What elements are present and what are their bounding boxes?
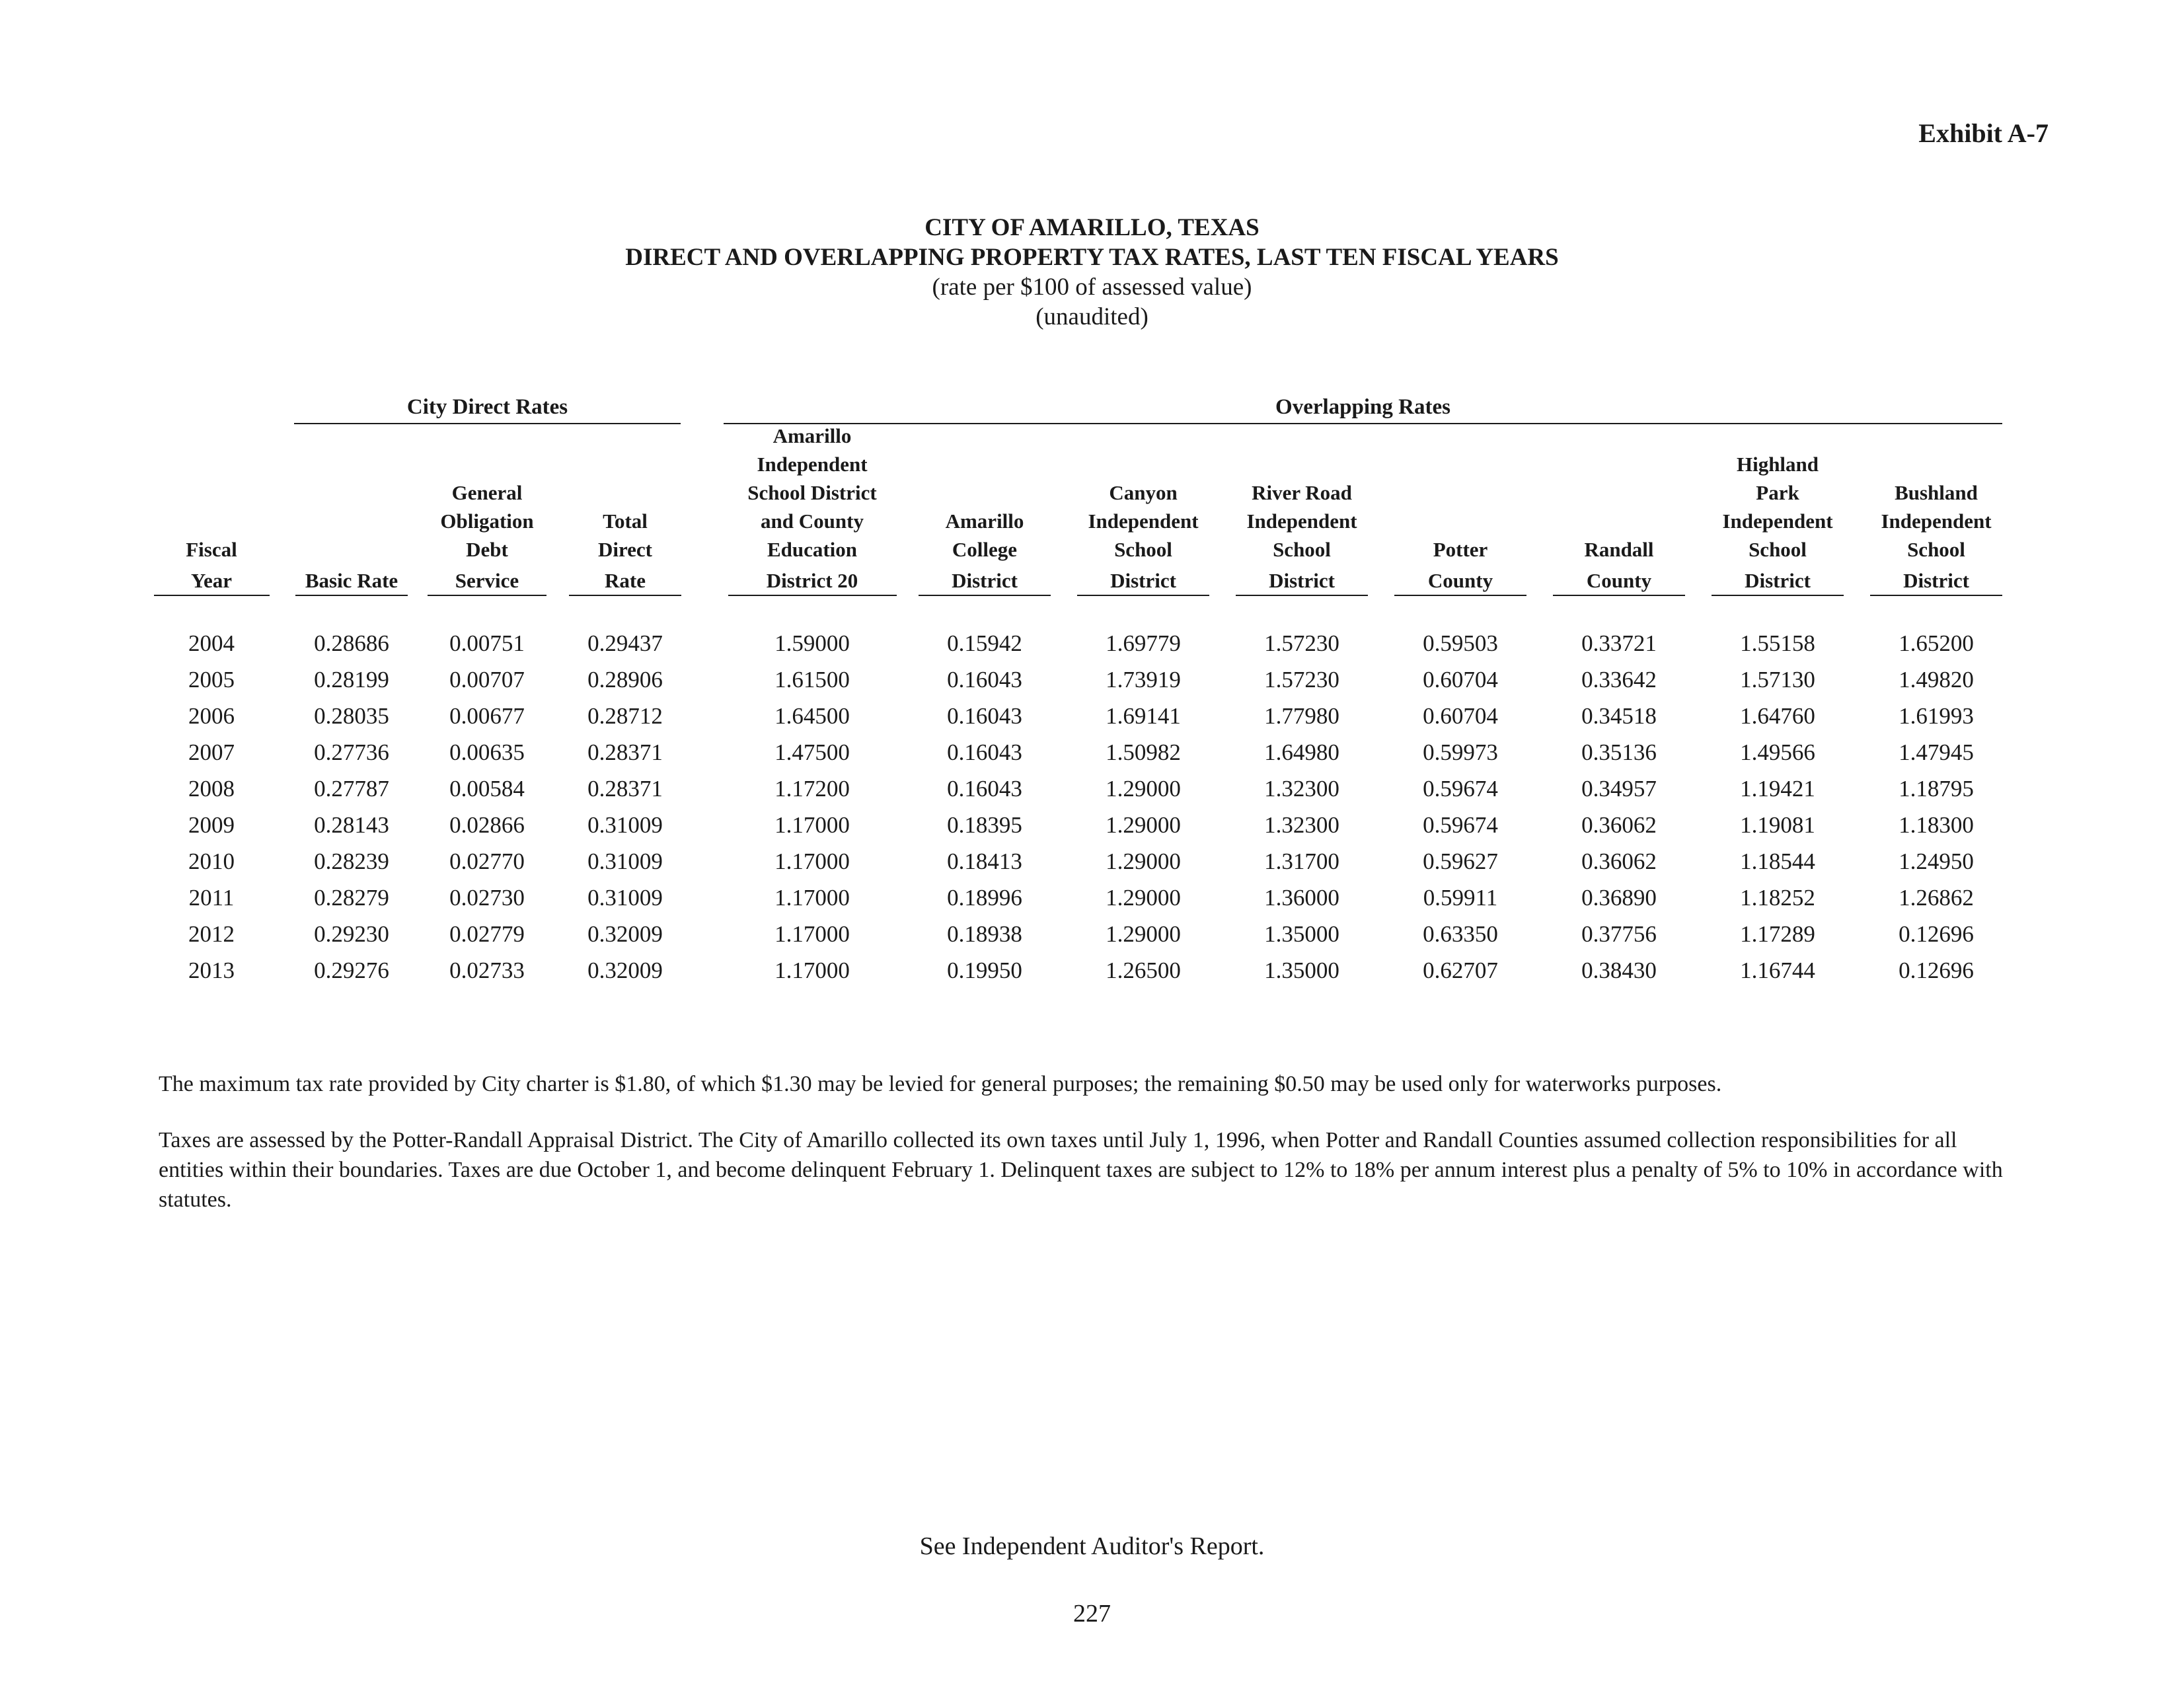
- rate-cell: 0.34957: [1581, 776, 1657, 802]
- rate-cell: 1.17000: [774, 921, 850, 947]
- fiscal-year-cell: 2004: [188, 630, 235, 656]
- column-header: [1712, 450, 1844, 596]
- rate-cell: 0.16043: [947, 667, 1022, 693]
- rate-cell: 0.00635: [449, 739, 525, 765]
- rate-cell: 1.49566: [1740, 739, 1815, 765]
- column-header-line: County: [1553, 566, 1685, 596]
- rate-cell: 1.49820: [1899, 667, 1974, 693]
- rate-cell: 0.16043: [947, 739, 1022, 765]
- rate-cell: 1.18300: [1899, 812, 1974, 838]
- rate-cell: 0.27736: [314, 739, 389, 765]
- rate-cell: 0.12696: [1899, 921, 1974, 947]
- rate-cell: 1.57130: [1740, 667, 1815, 693]
- rate-cell: 1.32300: [1264, 776, 1339, 802]
- rate-cell: 1.69779: [1106, 630, 1181, 656]
- fiscal-year-cell: 2012: [188, 921, 235, 947]
- rate-cell: 0.36890: [1581, 885, 1657, 911]
- rate-cell: 1.64760: [1740, 703, 1815, 729]
- column-header-line: Rate: [569, 566, 681, 596]
- fiscal-year-cell: 2013: [188, 957, 235, 983]
- column-header-line: River Road: [1252, 481, 1352, 504]
- rate-cell: 1.17000: [774, 957, 850, 983]
- rate-cell: 0.36062: [1581, 848, 1657, 874]
- rate-cell: 1.29000: [1106, 848, 1181, 874]
- page-number: 227: [1073, 1600, 1111, 1628]
- column-header-line: Independent: [1088, 509, 1199, 533]
- column-header-line: Total: [603, 509, 648, 533]
- rate-cell: 1.59000: [774, 630, 850, 656]
- rate-cell: 0.00707: [449, 667, 525, 693]
- rate-cell: 0.38430: [1581, 957, 1657, 983]
- rate-cell: 1.17200: [774, 776, 850, 802]
- rate-cell: 1.64980: [1264, 739, 1339, 765]
- rate-cell: 0.28143: [314, 812, 389, 838]
- title-line-3: (rate per $100 of assessed value): [932, 274, 1252, 301]
- rate-cell: 0.16043: [947, 776, 1022, 802]
- column-header-line: Bushland: [1895, 481, 1978, 504]
- group-overlapping-rates: Overlapping Rates: [1275, 395, 1450, 419]
- rate-cell: 1.18252: [1740, 885, 1815, 911]
- rate-cell: 1.24950: [1899, 848, 1974, 874]
- fiscal-year-cell: 2005: [188, 667, 235, 693]
- column-header-line: District: [919, 566, 1051, 596]
- column-header: [154, 535, 270, 596]
- column-header: [728, 422, 897, 596]
- rate-cell: 0.59911: [1423, 885, 1498, 911]
- rate-cell: 0.12696: [1899, 957, 1974, 983]
- rate-cell: 0.59674: [1423, 812, 1498, 838]
- rate-cell: 1.73919: [1106, 667, 1181, 693]
- column-header-line: College: [952, 538, 1018, 561]
- rate-cell: 0.28712: [587, 703, 663, 729]
- rate-cell: 1.16744: [1740, 957, 1815, 983]
- rate-cell: 0.37756: [1581, 921, 1657, 947]
- column-header: [919, 507, 1051, 596]
- report-title: [0, 213, 2184, 332]
- rate-cell: 0.18413: [947, 848, 1022, 874]
- table-row: [0, 916, 2184, 952]
- rate-cell: 0.33721: [1581, 630, 1657, 656]
- column-header-line: Independent: [1722, 509, 1833, 533]
- column-header-line: Debt: [466, 538, 508, 561]
- column-header-line: Canyon: [1109, 481, 1178, 504]
- rate-cell: 1.29000: [1106, 776, 1181, 802]
- rate-cell: 0.16043: [947, 703, 1022, 729]
- auditor-report-note: See Independent Auditor's Report.: [919, 1532, 1265, 1560]
- column-header-line: Amarillo: [945, 509, 1024, 533]
- rate-cell: 0.02770: [449, 848, 525, 874]
- column-header: [569, 507, 681, 596]
- column-header-line: School: [1749, 538, 1807, 561]
- table-row: [0, 661, 2184, 698]
- rate-cell: 0.31009: [587, 885, 663, 911]
- column-header: [295, 564, 408, 596]
- rate-cell: 1.50982: [1106, 739, 1181, 765]
- column-headers: [0, 423, 2184, 596]
- rate-cell: 0.34518: [1581, 703, 1657, 729]
- column-header-line: Randall: [1584, 538, 1654, 561]
- title-line-1: CITY OF AMARILLO, TEXAS: [924, 214, 1260, 241]
- rate-cell: 0.00751: [449, 630, 525, 656]
- rate-cell: 1.26862: [1899, 885, 1974, 911]
- column-header-line: School: [1114, 538, 1172, 561]
- column-header-line: District: [1870, 566, 2002, 596]
- column-header: [1394, 535, 1526, 596]
- rate-cell: 1.55158: [1740, 630, 1815, 656]
- rate-cell: 1.64500: [774, 703, 850, 729]
- rate-cell: 0.33642: [1581, 667, 1657, 693]
- rate-cell: 0.35136: [1581, 739, 1657, 765]
- column-header-line: Service: [428, 566, 546, 596]
- rate-cell: 0.31009: [587, 812, 663, 838]
- table-row: [0, 843, 2184, 880]
- table-row: [0, 952, 2184, 989]
- column-header: [1870, 478, 2002, 596]
- rate-cell: 1.17289: [1740, 921, 1815, 947]
- rate-cell: 0.18996: [947, 885, 1022, 911]
- rate-cell: 1.61993: [1899, 703, 1974, 729]
- column-header-line: School District: [747, 481, 877, 504]
- rate-cell: 0.59674: [1423, 776, 1498, 802]
- title-line-2: DIRECT AND OVERLAPPING PROPERTY TAX RATES, LAST TEN FISCAL YEARS: [625, 244, 1559, 271]
- rate-cell: 1.77980: [1264, 703, 1339, 729]
- rate-cell: 0.28371: [587, 776, 663, 802]
- rate-cell: 0.18938: [947, 921, 1022, 947]
- rate-cell: 0.19950: [947, 957, 1022, 983]
- rate-cell: 1.17000: [774, 885, 850, 911]
- rate-cell: 0.00677: [449, 703, 525, 729]
- column-header-line: Basic Rate: [295, 566, 408, 596]
- fiscal-year-cell: 2008: [188, 776, 235, 802]
- column-header-line: Independent: [757, 453, 868, 476]
- rate-cell: 0.27787: [314, 776, 389, 802]
- rate-cell: 0.28035: [314, 703, 389, 729]
- rate-cell: 1.57230: [1264, 630, 1339, 656]
- column-header: [428, 478, 546, 596]
- rate-cell: 0.29276: [314, 957, 389, 983]
- column-header-line: General: [451, 481, 523, 504]
- rate-cell: 1.32300: [1264, 812, 1339, 838]
- table-row: [0, 807, 2184, 843]
- column-header: [1236, 478, 1368, 596]
- column-header-line: and County: [761, 509, 864, 533]
- column-header-line: Fiscal: [186, 538, 237, 561]
- column-header-line: Direct: [597, 538, 653, 561]
- rate-cell: 1.19081: [1740, 812, 1815, 838]
- rate-cell: 1.47500: [774, 739, 850, 765]
- rate-cell: 0.59973: [1423, 739, 1498, 765]
- table-row: [0, 698, 2184, 734]
- rate-cell: 1.57230: [1264, 667, 1339, 693]
- column-header-line: District: [1712, 566, 1844, 596]
- rate-cell: 0.36062: [1581, 812, 1657, 838]
- rate-cell: 1.26500: [1106, 957, 1181, 983]
- rate-cell: 1.35000: [1264, 921, 1339, 947]
- table-row: [0, 770, 2184, 807]
- column-header-line: District: [1077, 566, 1209, 596]
- rate-cell: 1.47945: [1899, 739, 1974, 765]
- fiscal-year-cell: 2007: [188, 739, 235, 765]
- rate-cell: 0.60704: [1423, 667, 1498, 693]
- rate-cell: 0.59627: [1423, 848, 1498, 874]
- rate-cell: 1.17000: [774, 848, 850, 874]
- table-row: [0, 734, 2184, 770]
- rate-cell: 1.31700: [1264, 848, 1339, 874]
- fiscal-year-cell: 2011: [188, 885, 235, 911]
- rate-cell: 0.28279: [314, 885, 389, 911]
- note-maximum-rate: The maximum tax rate provided by City charter is $1.80, of which $1.30 may be levied for general purposes; the remaining $0.50 may be used only for waterworks purposes.: [159, 1072, 1722, 1096]
- rate-cell: 1.35000: [1264, 957, 1339, 983]
- column-header-line: Amarillo: [772, 424, 852, 447]
- rate-cell: 0.32009: [587, 921, 663, 947]
- rate-cell: 0.15942: [947, 630, 1022, 656]
- rate-cell: 0.02779: [449, 921, 525, 947]
- rate-cell: 0.29437: [587, 630, 663, 656]
- title-line-4: (unaudited): [1036, 303, 1148, 330]
- column-header-line: County: [1394, 566, 1526, 596]
- table-row: [0, 625, 2184, 661]
- note-assessment: Taxes are assessed by the Potter-Randall Appraisal District. The City of Amarillo collected its own taxes until July 1, 1996, when Potter and Randall Counties assumed collection responsibilities for all entities within their boundaries. Taxes are due October 1, and become delinquent February 1. Delinquent taxes are subject to 12% to 18% per annum interest plus a penalty of 5% to 10% in accordance with statutes.: [159, 1128, 2003, 1212]
- rate-cell: 1.18544: [1740, 848, 1815, 874]
- rate-cell: 1.29000: [1106, 812, 1181, 838]
- rate-cell: 0.63350: [1423, 921, 1498, 947]
- rate-cell: 1.36000: [1264, 885, 1339, 911]
- rate-cell: 0.28199: [314, 667, 389, 693]
- fiscal-year-cell: 2010: [188, 848, 235, 874]
- column-header-line: Potter: [1433, 538, 1488, 561]
- rate-cell: 0.62707: [1423, 957, 1498, 983]
- column-header-line: Year: [154, 566, 270, 596]
- column-header-line: Independent: [1246, 509, 1357, 533]
- exhibit-label: Exhibit A-7: [1918, 118, 2049, 148]
- group-city-direct-rates: City Direct Rates: [406, 395, 568, 419]
- rate-cell: 0.28239: [314, 848, 389, 874]
- column-header-line: District 20: [728, 566, 897, 596]
- rate-cell: 0.28906: [587, 667, 663, 693]
- rate-cell: 1.18795: [1899, 776, 1974, 802]
- rate-cell: 0.60704: [1423, 703, 1498, 729]
- rate-cell: 0.00584: [449, 776, 525, 802]
- rate-cell: 0.02733: [449, 957, 525, 983]
- rate-cell: 0.28371: [587, 739, 663, 765]
- rate-cell: 1.29000: [1106, 885, 1181, 911]
- column-header-line: District: [1236, 566, 1368, 596]
- rate-cell: 1.29000: [1106, 921, 1181, 947]
- column-header-line: Obligation: [440, 509, 534, 533]
- column-header-line: School: [1907, 538, 1965, 561]
- column-header-line: Park: [1756, 481, 1799, 504]
- column-header-line: School: [1273, 538, 1331, 561]
- fiscal-year-cell: 2006: [188, 703, 235, 729]
- column-header: [1553, 535, 1685, 596]
- rate-cell: 0.29230: [314, 921, 389, 947]
- rate-cell: 1.19421: [1740, 776, 1815, 802]
- rate-cell: 0.02730: [449, 885, 525, 911]
- column-header: [1077, 478, 1209, 596]
- column-header-line: Independent: [1881, 509, 1992, 533]
- rate-cell: 1.61500: [774, 667, 850, 693]
- rate-cell: 1.17000: [774, 812, 850, 838]
- rate-cell: 1.65200: [1899, 630, 1974, 656]
- rate-cell: 0.02866: [449, 812, 525, 838]
- column-header-line: Education: [767, 538, 858, 561]
- table-row: [0, 880, 2184, 916]
- column-header-line: Highland: [1736, 453, 1819, 476]
- rate-cell: 0.31009: [587, 848, 663, 874]
- fiscal-year-cell: 2009: [188, 812, 235, 838]
- rate-cell: 0.59503: [1423, 630, 1498, 656]
- rate-cell: 0.28686: [314, 630, 389, 656]
- rate-cell: 1.69141: [1106, 703, 1181, 729]
- rate-cell: 0.32009: [587, 957, 663, 983]
- rate-cell: 0.18395: [947, 812, 1022, 838]
